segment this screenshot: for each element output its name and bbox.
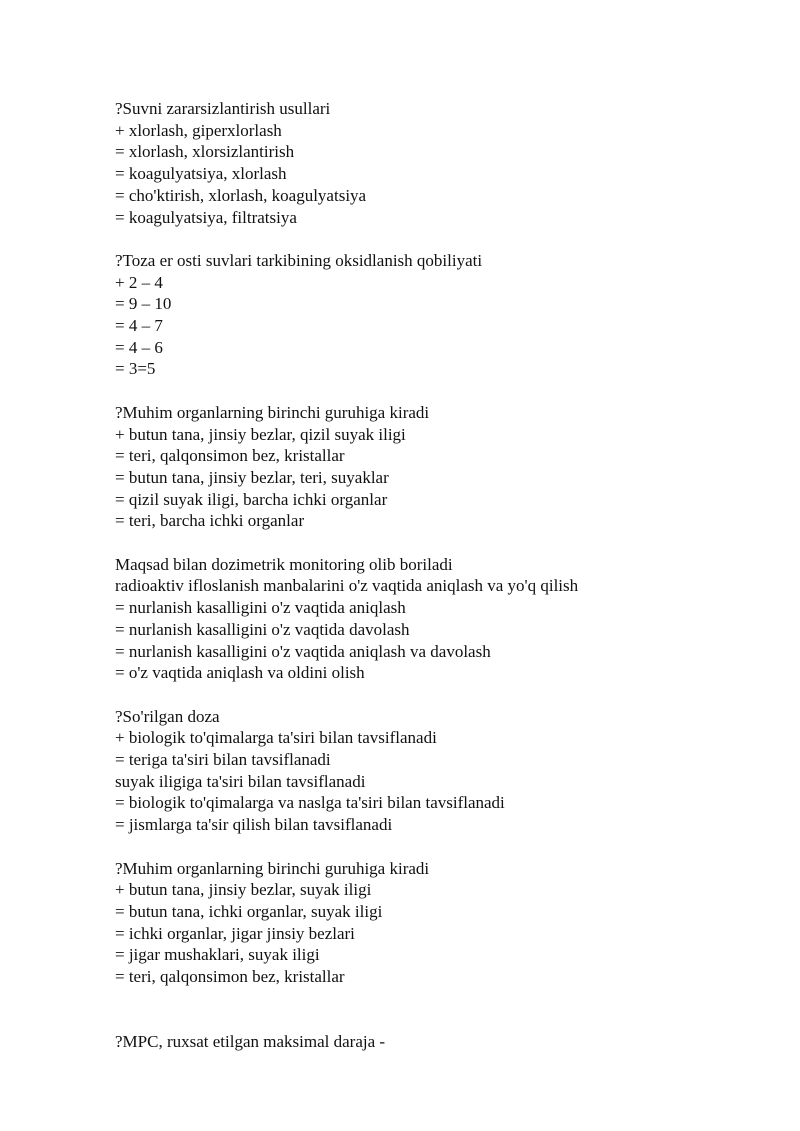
answer-option: = koagulyatsiya, filtratsiya xyxy=(115,207,297,227)
answer-option: = 4 – 6 xyxy=(115,337,163,357)
question-block-7 xyxy=(115,1031,755,1053)
answer-option: = teriga ta'siri bilan tavsiflanadi xyxy=(115,750,331,770)
answer-option: = butun tana, ichki organlar, suyak iligi xyxy=(115,901,383,921)
answer-option: = jismlarga ta'sir qilish bilan tavsiflanadi xyxy=(115,815,393,835)
answer-option: = cho'ktirish, xlorlash, koagulyatsiya xyxy=(115,185,367,205)
answer-option: = teri, qalqonsimon bez, kristallar xyxy=(115,446,345,466)
answer-option: = 4 – 7 xyxy=(115,316,163,336)
question-text: ?Toza er osti suvlari tarkibining oksidlanish qobiliyati xyxy=(115,250,483,270)
question-text: Maqsad bilan dozimetrik monitoring olib boriladi xyxy=(115,554,453,574)
question-block-4 xyxy=(115,554,755,684)
correct-answer: + biologik to'qimalarga ta'siri bilan tavsiflanadi xyxy=(115,728,437,748)
answer-option: = nurlanish kasalligini o'z vaqtida davolash xyxy=(115,619,410,639)
answer-option: = ichki organlar, jigar jinsiy bezlari xyxy=(115,923,355,943)
answer-option: = qizil suyak iligi, barcha ichki organlar xyxy=(115,489,388,509)
answer-option: = biologik to'qimalarga va naslga ta'siri bilan tavsiflanadi xyxy=(115,793,505,813)
question-block-6 xyxy=(115,858,755,988)
question-text: ?MPC, ruxsat etilgan maksimal daraja - xyxy=(115,1032,386,1052)
answer-option: = o'z vaqtida aniqlash va oldini olish xyxy=(115,663,365,683)
question-block-5 xyxy=(115,706,755,836)
answer-option: = 9 – 10 xyxy=(115,294,172,314)
question-block-2 xyxy=(115,250,755,380)
correct-answer: + butun tana, jinsiy bezlar, qizil suyak iligi xyxy=(115,424,406,444)
correct-answer: + 2 – 4 xyxy=(115,272,163,292)
answer-option: = xlorlash, xlorsizlantirish xyxy=(115,142,295,162)
answer-option: = jigar mushaklari, suyak iligi xyxy=(115,945,320,965)
question-text: ?Muhim organlarning birinchi guruhiga kiradi xyxy=(115,858,430,878)
question-text: ?So'rilgan doza xyxy=(115,706,220,726)
answer-option: = butun tana, jinsiy bezlar, teri, suyaklar xyxy=(115,467,389,487)
question-text: ?Suvni zararsizlantirish usullari xyxy=(115,99,331,118)
answer-option: = nurlanish kasalligini o'z vaqtida aniqlash xyxy=(115,598,406,618)
answer-option: suyak iligiga ta'siri bilan tavsiflanadi xyxy=(115,771,366,791)
document-page xyxy=(115,98,755,1075)
answer-option: = teri, qalqonsimon bez, kristallar xyxy=(115,967,345,987)
answer-option: = nurlanish kasalligini o'z vaqtida aniqlash va davolash xyxy=(115,641,491,661)
question-text: ?Muhim organlarning birinchi guruhiga kiradi xyxy=(115,402,430,422)
question-block-1 xyxy=(115,98,755,228)
question-block-3 xyxy=(115,402,755,532)
correct-answer: + butun tana, jinsiy bezlar, suyak iligi xyxy=(115,880,372,900)
correct-answer: + xlorlash, giperxlorlash xyxy=(115,120,282,140)
answer-option: = koagulyatsiya, xlorlash xyxy=(115,164,287,184)
answer-option: = teri, barcha ichki organlar xyxy=(115,511,305,531)
answer-option: radioaktiv ifloslanish manbalarini o'z vaqtida aniqlash va yo'q qilish xyxy=(115,576,579,596)
answer-option: = 3=5 xyxy=(115,359,156,379)
